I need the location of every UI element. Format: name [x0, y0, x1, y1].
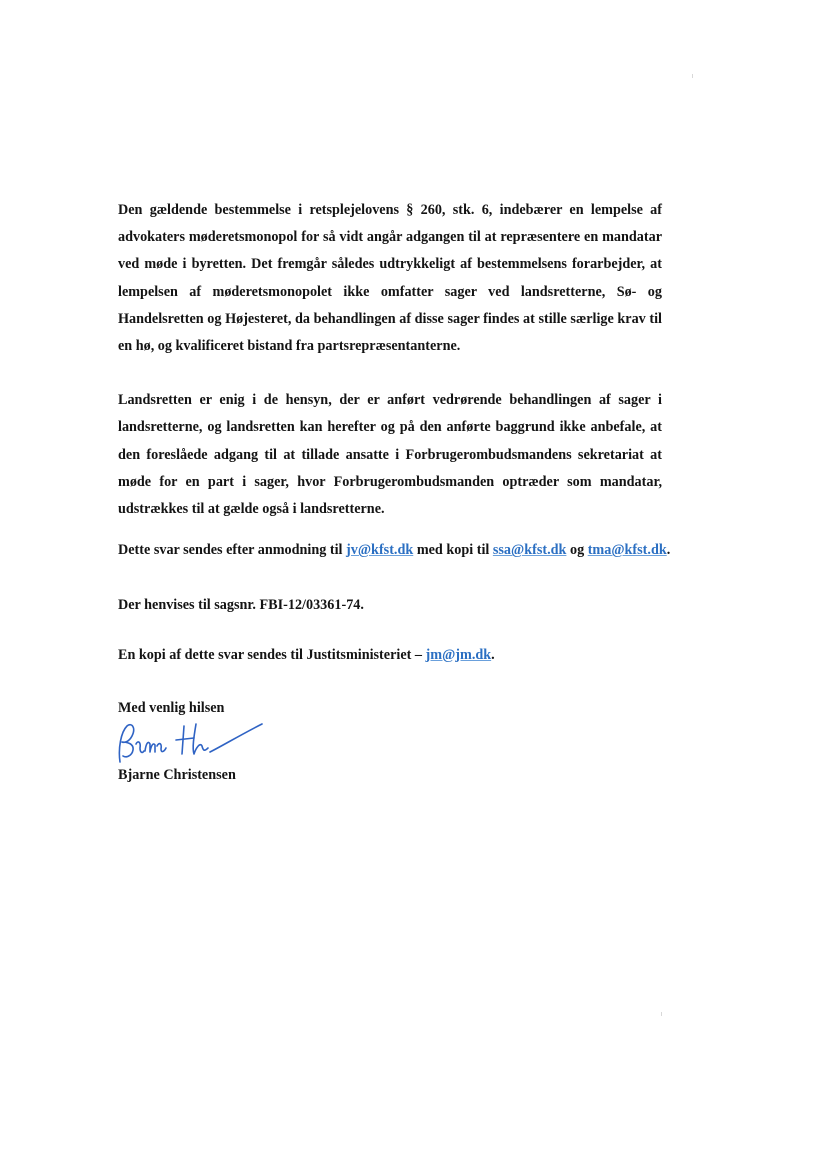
scan-speck: [661, 1012, 662, 1016]
request-conjunction: og: [566, 542, 588, 559]
copy-line: [118, 642, 662, 669]
request-prefix: Dette svar sendes efter anmodning til: [118, 542, 347, 559]
copy-suffix: .: [491, 646, 495, 663]
copy-prefix: En kopi af dette svar sendes til Justitsministeriet –: [118, 646, 426, 663]
reference-line: Der henvises til sagsnr. FBI-12/03361-74.: [118, 597, 364, 614]
signer-name: Bjarne Christensen: [118, 767, 236, 783]
paragraph-court-opinion: Landsretten er enig i de hensyn, der er anført vedrørende behandlingen af sager i landsretterne, og landsretten kan herefter og på den anførte baggrund ikke anbefale, at den foreslåede adgang til at tillade ansatte i Forbrugerombudsmandens sekretariat at møde for en part i sager, hvor Forbrugerombudsmanden optræder som mandatar, udstrækkes til at gælde også i landsretterne.: [118, 392, 662, 518]
paragraph-statute: Den gældende bestemmelse i retsplejelovens § 260, stk. 6, indebærer en lempelse af advokaters møderetsmonopol for så vidt angår adgangen til at repræsentere en mandatar ved møde i byretten. Det fremgår således udtrykkeligt af bestemmelsens forarbejder, at lempelsen af møderetsmonopolet ikke omfatter sager ved landsretterne, Sø- og Handelsretten og Højesteret, da behandlingen af disse sager findes at stille særlige krav til en hø, og kvalificeret bistand fra partsrepræsentanterne.: [118, 202, 662, 355]
email-link-ssa[interactable]: ssa@kfst.dk: [492, 542, 567, 559]
request-suffix: .: [666, 542, 671, 559]
letter-body: [118, 197, 671, 722]
email-link-tma[interactable]: tma@kfst.dk: [587, 542, 667, 559]
email-link-jv[interactable]: jv@kfst.dk: [346, 542, 414, 559]
email-link-jm[interactable]: jm@jm.dk: [425, 646, 492, 663]
request-middle: med kopi til: [413, 542, 493, 559]
closing-line: Med venlig hilsen: [118, 699, 225, 716]
request-line: [118, 537, 671, 564]
scan-speck: [692, 74, 693, 78]
